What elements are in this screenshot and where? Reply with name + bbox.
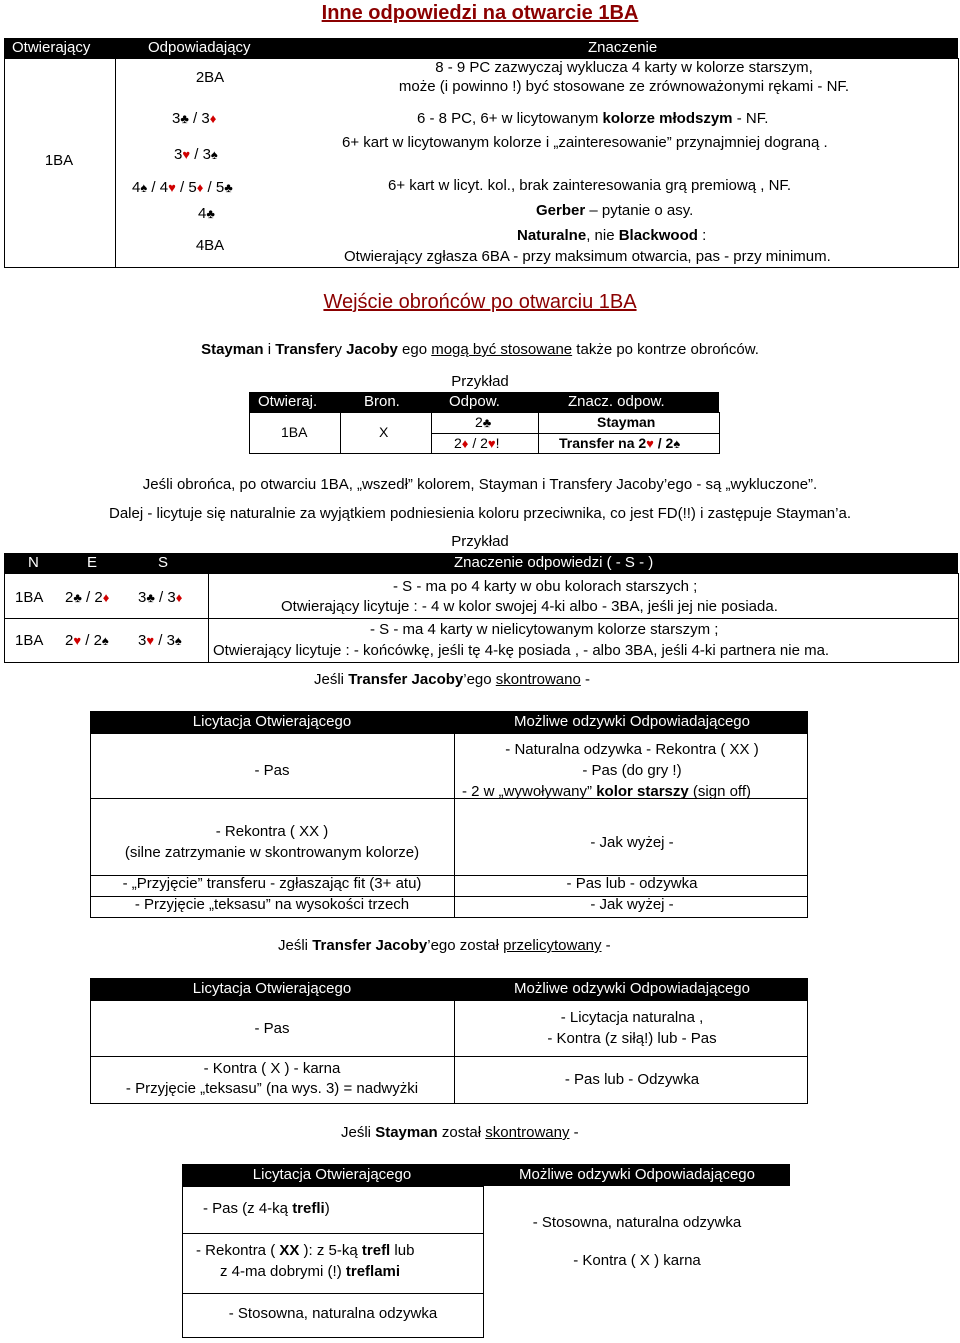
meaning-2ba-line1: 8 - 9 PC zazwyczaj wyklucza 4 karty w kolorze starszym, [435, 59, 813, 76]
ex2-h-e: E [87, 554, 98, 571]
ex1-def: X [379, 424, 389, 440]
ex2-r2-m1: - S - ma 4 karty w nielicytowanym kolorze starszym ; [370, 621, 719, 638]
meaning-3c-3d: 6 - 8 PC, 6+ w licytowanym kolorze młodszym - NF. [417, 110, 769, 127]
heading-transfer-doubled: Jeśli Transfer Jacoby’ego skontrowano - [314, 671, 591, 688]
t3-r3-left: - „Przyjęcie” transferu - zgłaszając fit (3+ atu) [122, 875, 422, 892]
ex2-r1-n: 1BA [15, 589, 44, 606]
ex2-h-s: S [158, 554, 169, 571]
t3-r1-left: - Pas [254, 762, 290, 779]
ex2-r2-s: 3♥ / 3♠ [138, 632, 182, 649]
t4-r2-left-2: - Przyjęcie „teksasu” (na wys. 3) = nadwyżki [125, 1080, 419, 1097]
ex1-h-resp: Odpow. [449, 393, 500, 410]
ex1-resp1: 2♣ [475, 414, 492, 430]
t5-r2-left-2: z 4-ma dobrymi (!) treflami [220, 1263, 401, 1280]
ex1-h-open: Otwieraj. [258, 393, 318, 410]
header-responder: Odpowiadający [148, 39, 251, 56]
section-title-defenders: Wejście obrońców po otwarciu 1BA [323, 291, 637, 313]
naturally-paragraph: Dalej - licytuje się naturalnie za wyjątkiem podniesienia koloru przeciwnika, co jest FD(!!) i zastępuje Stayman’a. [109, 505, 851, 522]
t5-r1-left: - Pas (z 4-ką trefli) [203, 1200, 330, 1217]
ex1-open: 1BA [281, 424, 308, 440]
diamond-icon: ♦ [209, 111, 217, 126]
overcall-paragraph: Jeśli obrońca, po otwarciu 1BA, „wszedł” kolorem, Stayman i Transfery Jacoby’ego - są „wykluczone”. [142, 476, 818, 493]
t3-r3-right: - Pas lub - odzywka [566, 875, 698, 892]
ex2-r2-m2: Otwierający licytuje : - końcówkę, jeśli tę 4-kę posiada , - albo 3BA, jeśli 4-ki partnera nie ma. [213, 642, 830, 659]
example2-body [4, 573, 959, 663]
t4-r1-right-2: - Kontra (z siłą!) lub - Pas [547, 1030, 717, 1047]
ex1-h-mean: Znacz. odpow. [568, 393, 665, 410]
t3-h-left: Licytacja Otwierającego [192, 713, 352, 730]
ex2-r1-s: 3♣ / 3♦ [138, 589, 183, 606]
t3-r2-right: - Jak wyżej - [590, 834, 674, 851]
example1-body [249, 412, 720, 454]
t3-r4-left: - Przyjęcie „teksasu” na wysokości trzech [134, 896, 410, 913]
meaning-3h-3s: 6+ kart w licytowanym kolorze i „zainteresowanie” przynajmniej dograną . [342, 134, 828, 151]
ex2-r2-e: 2♥ / 2♠ [65, 632, 109, 649]
opener-cell: 1BA [44, 152, 74, 169]
meaning-2ba-line2: może (i powinno !) być stosowane ze zrównoważonymi rękami - NF. [398, 78, 850, 95]
responses-table-header [4, 38, 958, 58]
responses-table [4, 38, 958, 268]
meaning-4c: Gerber – pytanie o asy. [536, 202, 694, 219]
ex1-mean1: Stayman [597, 414, 656, 430]
heading-transfer-overbid: Jeśli Transfer Jacoby’ego został przelicytowany - [278, 937, 611, 954]
resp-3c-3d: 3♣ / 3♦ [172, 110, 217, 127]
meaning-4ba-line2: Otwierający zgłasza 6BA - przy maksimum otwarcia, pas - przy minimum. [344, 248, 831, 265]
meaning-4s-4h-5d-5c: 6+ kart w licyt. kol., brak zainteresowania grą premiową , NF. [388, 177, 792, 194]
spade-icon: ♠ [210, 147, 218, 162]
t5-h-right: Możliwe odzywki Odpowiadającego [519, 1166, 755, 1183]
ex2-r1-e: 2♣ / 2♦ [65, 589, 110, 606]
header-opener: Otwierający [12, 39, 91, 56]
t5-r2-left-1: - Rekontra ( XX ): z 5-ką trefl lub [196, 1242, 415, 1259]
ex1-mean2: Transfer na 2♥ / 2♠ [559, 435, 681, 451]
intro-paragraph: Stayman i Transfery Jacoby ego mogą być stosowane także po kontrze obrońców. [201, 341, 759, 358]
t4-h-right: Możliwe odzywki Odpowiadającego [514, 980, 750, 997]
t3-h-right: Możliwe odzywki Odpowiadającego [514, 713, 750, 730]
t3-r1-right-3: - 2 w „wywoływany” kolor starszy (sign off) [462, 783, 751, 800]
t4-r2-right: - Pas lub - Odzywka [564, 1071, 700, 1088]
heading-stayman-doubled: Jeśli Stayman został skontrowany - [341, 1124, 579, 1141]
example2-header [4, 553, 958, 573]
t5-r3-left: - Stosowna, naturalna odzywka [228, 1305, 438, 1322]
resp-2ba: 2BA [195, 69, 225, 86]
ex2-h-n: N [28, 554, 39, 571]
ex2-r1-m2: Otwierający licytuje : - 4 w kolor swojej 4-ki albo - 3BA, jeśli jej nie posiada. [281, 598, 778, 615]
t4-r1-right-1: - Licytacja naturalna , [560, 1009, 704, 1026]
ex2-r2-n: 1BA [15, 632, 44, 649]
header-meaning: Znaczenie [588, 39, 658, 56]
example1-header [249, 392, 719, 412]
meaning-4ba-line1: Naturalne, nie Blackwood : [517, 227, 707, 244]
example-label-2: Przykład [451, 533, 509, 550]
page-title: Inne odpowiedzi na otwarcie 1BA [321, 2, 639, 24]
example-label-1: Przykład [451, 373, 509, 390]
t4-h-left: Licytacja Otwierającego [192, 980, 352, 997]
resp-4c: 4♣ [198, 205, 215, 222]
resp-3h-3s: 3♥ / 3♠ [174, 146, 218, 163]
t4-r1-left: - Pas [254, 1020, 290, 1037]
t4-r2-left-1: - Kontra ( X ) - karna [203, 1060, 341, 1077]
resp-4ba: 4BA [195, 237, 225, 254]
heart-icon: ♥ [182, 147, 191, 162]
t3-r4-right: - Jak wyżej - [590, 896, 674, 913]
t3-r1-right-1: - Naturalna odzywka - Rekontra ( XX ) [505, 741, 759, 758]
ex1-h-def: Bron. [364, 393, 400, 410]
club-icon: ♣ [180, 111, 189, 126]
t3-r1-right-2: - Pas (do gry !) [582, 762, 682, 779]
ex2-h-mean: Znaczenie odpowiedzi ( - S - ) [454, 554, 654, 571]
ex2-r1-m1: - S - ma po 4 karty w obu kolorach starszych ; [393, 578, 698, 595]
t5-h-left: Licytacja Otwierającego [252, 1166, 412, 1183]
ex1-resp2: 2♦ / 2♥! [454, 435, 500, 451]
t5-r2-right: - Kontra ( X ) karna [573, 1252, 701, 1269]
t3-r2-left-2: (silne zatrzymanie w skontrowanym kolorze) [124, 844, 420, 861]
t5-r1-right: - Stosowna, naturalna odzywka [532, 1214, 742, 1231]
t3-r2-left-1: - Rekontra ( XX ) [215, 823, 329, 840]
resp-4s-4h-5d-5c: 4♠ / 4♥ / 5♦ / 5♣ [132, 179, 233, 196]
